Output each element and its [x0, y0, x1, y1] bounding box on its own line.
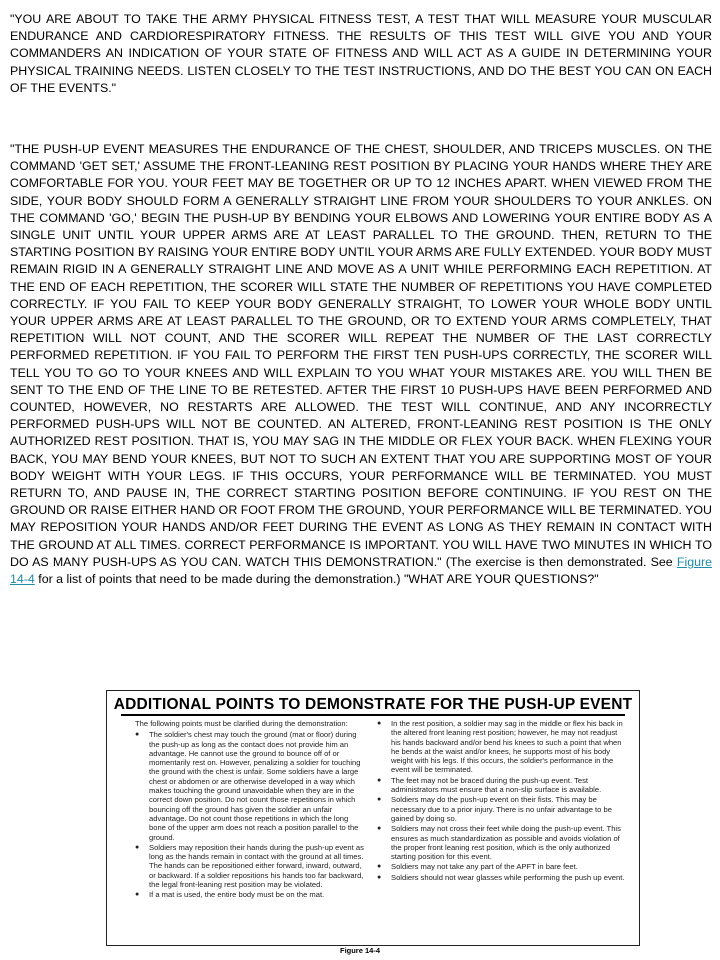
- figure-right-point: ● In the rest position, a soldier may sag in the middle or flex his back in the altered front leaning rest position; however, he may not readjust his hands backward and/or bend his knees to such a point that when he bends at the waist and/or knees, he supports most of his body weight with his legs. If this occurs, the soldier's performance in the event will be terminated.: [377, 719, 627, 775]
- figure-right-point: ● Soldiers may do the push-up event on their fists. This may be necessary due to a prior injury. There is no unfair advantage to be gained by doing so.: [377, 795, 627, 823]
- pushup-instructions-paragraph: [10, 141, 712, 588]
- figure-right-column: [377, 719, 627, 883]
- figure-right-point: ● Soldiers may not take any part of the APFT in bare feet.: [377, 862, 627, 871]
- figure-title: ADDITIONAL POINTS TO DEMONSTRATE FOR THE PUSH-UP EVENT: [113, 696, 633, 713]
- demo-note-after: for a list of points that need to be made during the demonstration.) "WHAT ARE YOUR QUESTIONS?": [34, 572, 599, 587]
- figure-title-rule: [121, 714, 625, 716]
- figure-caption: Figure 14-4: [339, 946, 380, 955]
- figure-right-point: ● The feet may not be braced during the push-up event. Test administrators must ensure that a non-slip surface is available.: [377, 776, 627, 795]
- pushup-instructions-text: "THE PUSH-UP EVENT MEASURES THE ENDURANCE OF THE CHEST, SHOULDER, AND TRICEPS MUSCLES. ON THE COMMAND 'GET SET,' ASSUME THE FRONT-LEANING REST POSITION BY PLACING YOUR HANDS WHERE THEY ARE COMFORTABLE FOR YOU. YOUR FEET MAY BE TOGETHER OR UP TO 12 INCHES APART. WHEN VIEWED FROM THE SIDE, YOUR BODY SHOULD FORM A GENERALLY STRAIGHT LINE FROM YOUR SHOULDERS TO YOUR ANKLES. ON THE COMMAND 'GO,' BEGIN THE PUSH-UP BY BENDING YOUR ELBOWS AND LOWERING YOUR ENTIRE BODY AS A SINGLE UNIT UNTIL YOUR UPPER ARMS ARE AT LEAST PARALLEL TO THE GROUND. THEN, RETURN TO THE STARTING POSITION BY RAISING YOUR ENTIRE BODY UNTIL YOUR ARMS ARE FULLY EXTENDED. YOUR BODY MUST REMAIN RIGID IN A GENERALLY STRAIGHT LINE AND MOVE AS A UNIT WHILE PERFORMING EACH REPETITION. AT THE END OF EACH REPETITION, THE SCORER WILL STATE THE NUMBER OF REPETITIONS YOU HAVE COMPLETED CORRECTLY. IF YOU FAIL TO KEEP YOUR BODY GENERALLY STRAIGHT, TO LOWER YOUR WHOLE BODY UNTIL YOUR UPPER ARMS ARE AT LEAST PARALLEL TO THE GROUND, OR TO EXTEND YOUR ARMS COMPLETELY, THAT REPETITION WILL NOT COUNT, AND THE SCORER WILL REPEAT THE NUMBER OF THE LAST CORRECTLY PERFORMED REPETITION. IF YOU FAIL TO PERFORM THE FIRST TEN PUSH-UPS CORRECTLY, THE SCORER WILL TELL YOU TO GO TO YOUR KNEES AND WILL EXPLAIN TO YOU WHAT YOUR MISTAKES ARE. YOU WILL THEN BE SENT TO THE END OF THE LINE TO BE RETESTED. AFTER THE FIRST 10 PUSH-UPS HAVE BEEN PERFORMED AND COUNTED, HOWEVER, NO RESTARTS ARE ALLOWED. THE TEST WILL CONTINUE, AND ANY INCORRECTLY PERFORMED PUSH-UPS WILL NOT BE COUNTED. AN ALTERED, FRONT-LEANING REST POSITION IS THE ONLY AUTHORIZED REST POSITION. THAT IS, YOU MAY SAG IN THE MIDDLE OR FLEX YOUR BACK. WHEN FLEXING YOUR BACK, YOU MAY BEND YOUR KNEES, BUT NOT TO SUCH AN EXTENT THAT YOU ARE SUPPORTING MOST OF YOUR BODY WEIGHT WITH YOUR LEGS. IF THIS OCCURS, YOUR PERFORMANCE WILL BE TERMINATED. YOU MUST RETURN TO, AND PAUSE IN, THE CORRECT STARTING POSITION BEFORE CONTINUING. IF YOU REST ON THE GROUND OR RAISE EITHER HAND OR FOOT FROM THE GROUND, YOUR PERFORMANCE WILL BE TERMINATED. YOU MAY REPOSITION YOUR HANDS AND/OR FEET DURING THE EVENT AS LONG AS THEY REMAIN IN CONTACT WITH THE GROUND AT ALL TIMES. CORRECT PERFORMANCE IS IMPORTANT. YOU WILL HAVE TWO MINUTES IN WHICH TO DO AS MANY PUSH-UPS AS YOU CAN. WATCH THIS DEMONSTRATION.": [10, 142, 712, 569]
- figure-intro: The following points must be clarified during the demonstration:: [135, 719, 348, 728]
- figure-left-point: ● If a mat is used, the entire body must be on the mat.: [135, 890, 367, 899]
- figure-14-4-link[interactable]: Figure 14-4: [10, 554, 712, 587]
- figure-14-4: [106, 690, 640, 946]
- figure-left-column: [135, 719, 367, 901]
- figure-right-point: ● Soldiers should not wear glasses while performing the push up event.: [377, 873, 627, 882]
- figure-left-point: ● The soldier's chest may touch the ground (mat or floor) during the push-up as long as the contact does not provide him an advantage. He cannot use the ground to bounce off of or momentarily rest on. However, penalizing a soldier for touching the ground with the chest is unfair. Some soldiers have a large chest or abdomen or are otherwise developed in a way which makes touching the ground unavoidable when they are in the correct down position. Do not count those repetitions in which bouncing off the ground has given the soldier an unfair advantage. Do not count those repetitions in which the long bone of the upper arm does not reach a position parallel to the ground.: [135, 730, 367, 842]
- figure-left-point: ● Soldiers may reposition their hands during the push-up event as long as the hands remain in contact with the ground at all times. The hands can be repositioned either forward, inward, outward, or backward. If a soldier repositions his hands too far backward, the legal front-leaning rest position may be violated.: [135, 843, 367, 889]
- intro-paragraph: "YOU ARE ABOUT TO TAKE THE ARMY PHYSICAL FITNESS TEST, A TEST THAT WILL MEASURE YOUR MUSCULAR ENDURANCE AND CARDIORESPIRATORY FITNESS. THE RESULTS OF THIS TEST WILL GIVE YOU AND YOUR COMMANDERS AN INDICATION OF YOUR STATE OF FITNESS AND WILL ACT AS A GUIDE IN DETERMINING YOUR PHYSICAL TRAINING NEEDS. LISTEN CLOSELY TO THE TEST INSTRUCTIONS, AND DO THE BEST YOU CAN ON EACH OF THE EVENTS.": [10, 12, 712, 95]
- demo-note-before: (The exercise is then demonstrated. See: [441, 554, 677, 569]
- figure-right-point: ● Soldiers may not cross their feet while doing the push-up event. This ensures as much standardization as possible and avoids violation of the proper front leaning rest position, which is the only authorized starting position for this event.: [377, 824, 627, 861]
